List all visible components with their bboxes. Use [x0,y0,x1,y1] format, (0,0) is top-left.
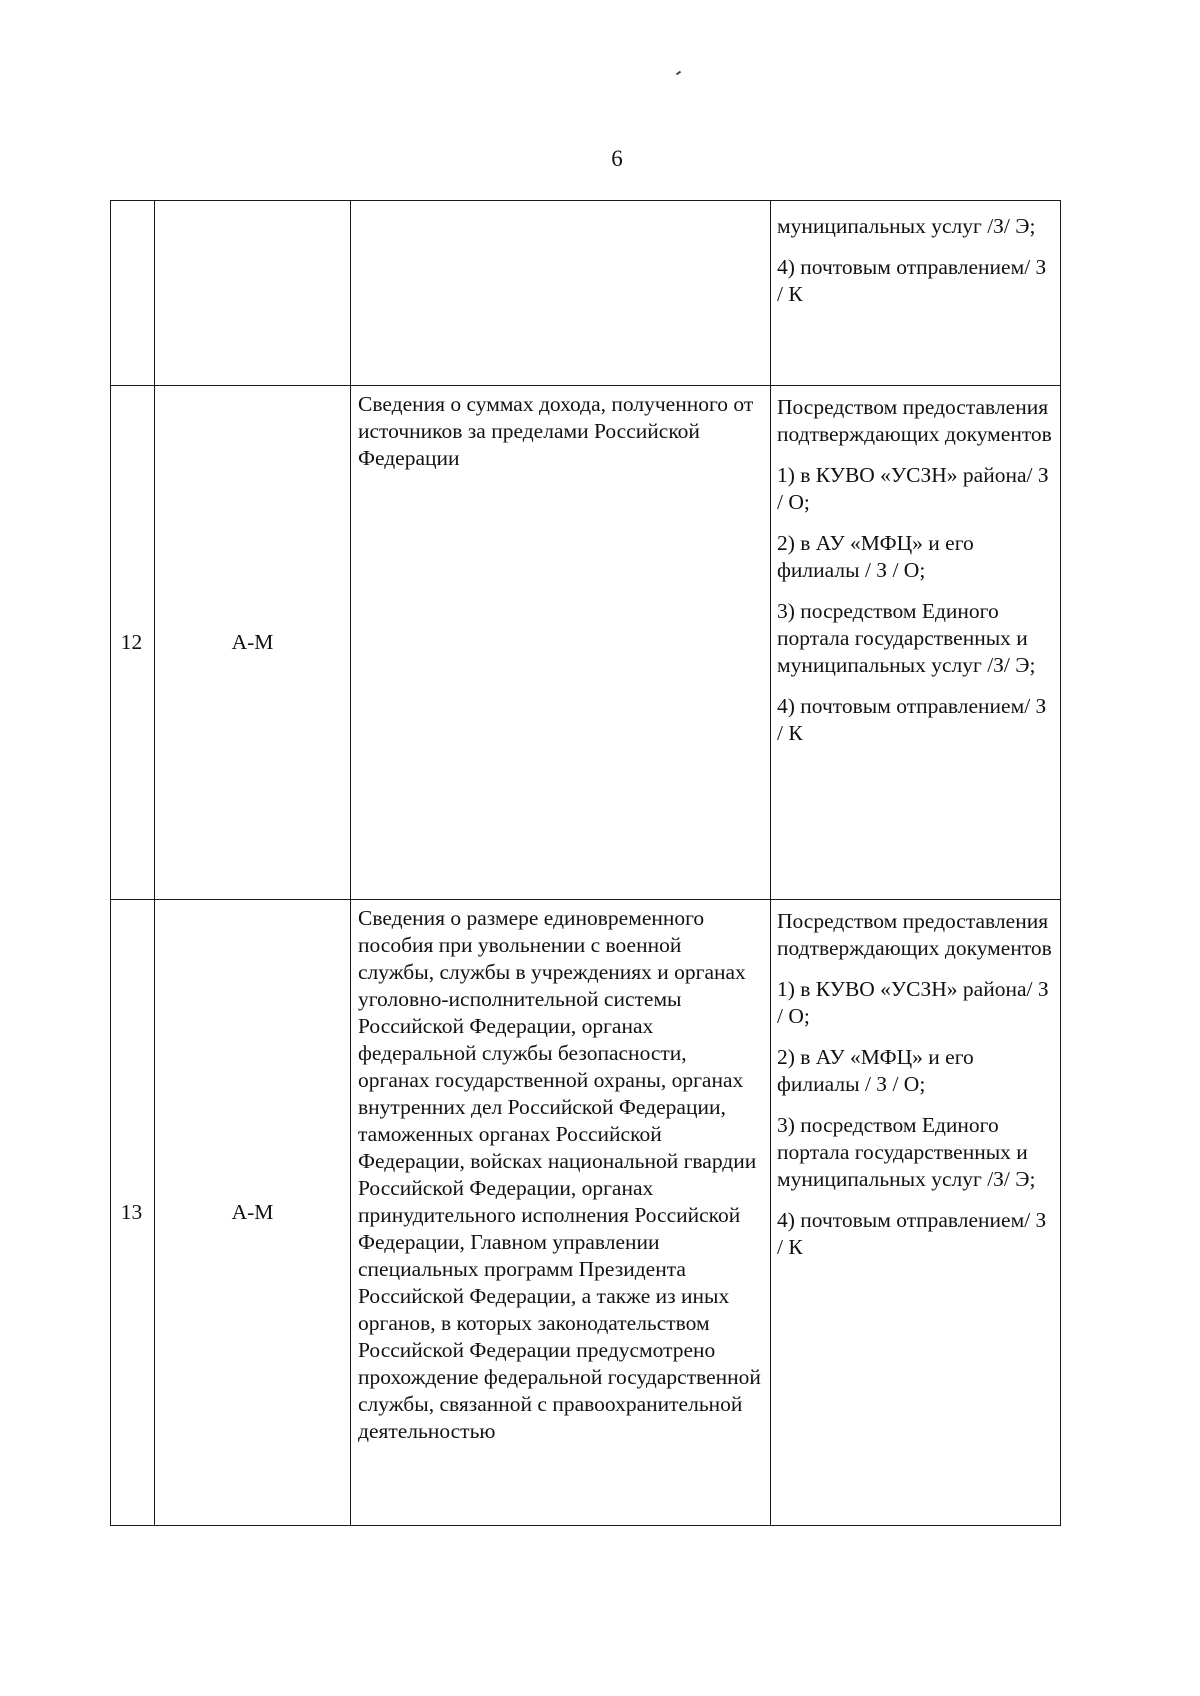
cell-method [771,201,1061,386]
method-line: 4) почтовым отправлением/ З / К [777,1208,1047,1259]
method-line: Посредством предоставления подтверждающих документов [777,909,1052,960]
table-row-continuation [111,201,1061,386]
cell-code: А-М [155,900,351,1526]
page-number: 6 [611,146,623,171]
method-line: 1) в КУВО «УСЗН» района/ З / О; [777,463,1049,514]
method-line: 4) почтовым отправлением/ З / К [777,255,1047,306]
cell-number: 12 [111,386,155,900]
documents-table [110,200,1061,1526]
table-row-12 [111,386,1061,900]
cell-number: 13 [111,900,155,1526]
cell-number [111,201,155,386]
cell-info [351,201,771,386]
cell-method [771,386,1061,900]
method-line: 3) посредством Единого портала государственных и муниципальных услуг /З/ Э; [777,599,1036,677]
method-line: 3) посредством Единого портала государственных и муниципальных услуг /З/ Э; [777,1113,1036,1191]
table-row-13 [111,900,1061,1526]
method-line: 1) в КУВО «УСЗН» района/ З / О; [777,977,1049,1028]
cell-method [771,900,1061,1526]
cell-code: А-М [155,386,351,900]
method-line: 2) в АУ «МФЦ» и его филиалы / З / О; [777,1045,974,1096]
cell-info: Сведения о суммах дохода, полученного от источников за пределами Российской Федерации [351,386,771,900]
cell-code [155,201,351,386]
cell-info: Сведения о размере единовременного пособия при увольнении с военной службы, службы в учреждениях и органах уголовно-исполнительной системы Российской Федерации, органах федеральной службы безопасности, органах государственной охраны, органах внутренних дел Российской Федерации, таможенных органах Российской Федерации, войсках национальной гвардии Российской Федерации, органах принудительного исполнения Российской Федерации, Главном управлении специальных программ Президента Российской Федерации, а также из иных органов, в которых законодательством Российской Федерации предусмотрено прохождение федеральной государственной службы, связанной с правоохранительной деятельностью [351,900,771,1526]
method-line: муниципальных услуг /З/ Э; [777,214,1036,238]
method-line: Посредством предоставления подтверждающих документов [777,395,1052,446]
scan-artifact [676,71,681,76]
method-line: 2) в АУ «МФЦ» и его филиалы / З / О; [777,531,974,582]
method-line: 4) почтовым отправлением/ З / К [777,694,1047,745]
